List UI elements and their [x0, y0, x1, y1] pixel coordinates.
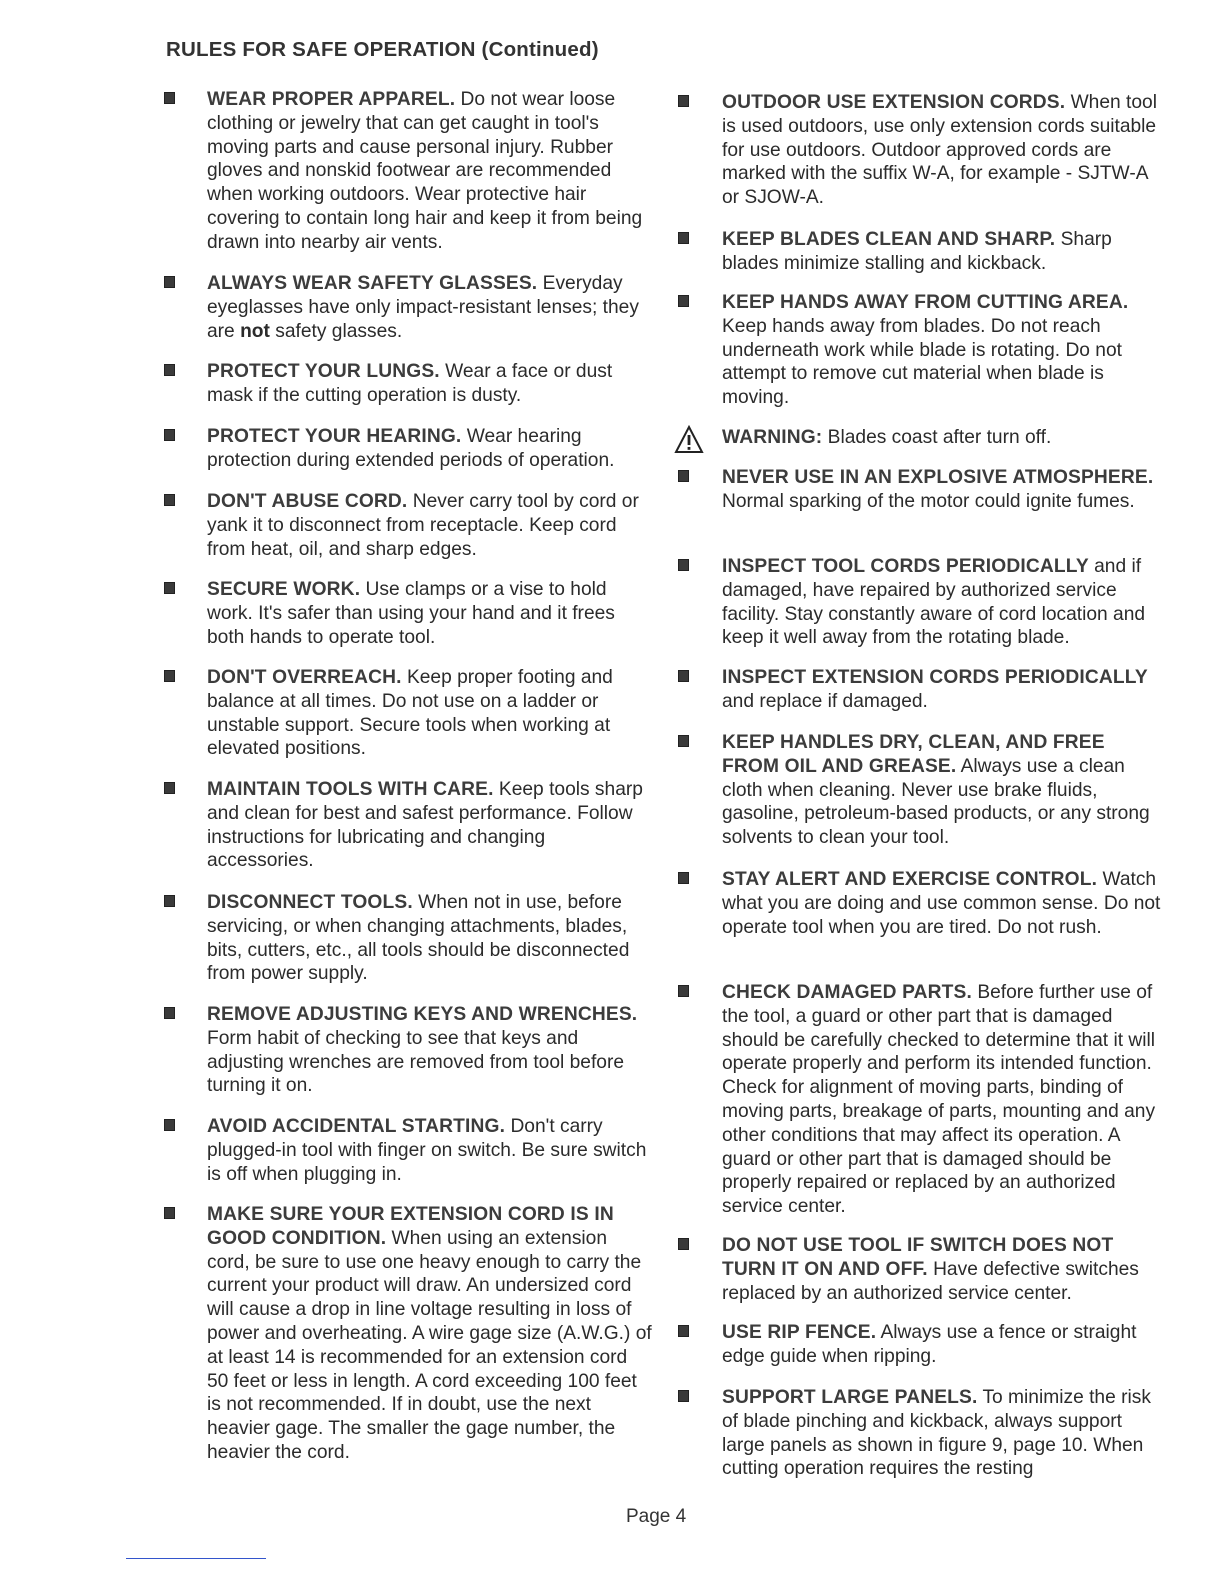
item-heading: SECURE WORK. [207, 579, 361, 600]
list-item [164, 1003, 652, 1098]
page-title: RULES FOR SAFE OPERATION (Continued) [166, 38, 599, 61]
item-body: Do not wear loose clothing or jewelry that can get caught in tool's moving parts and cause personal injury. Rubber gloves and nonskid footwear are recommended when working outdoors. Wear protective hair covering to contain long hair and keep it from being drawn into nearby air vents. [207, 89, 643, 253]
list-item [678, 466, 1166, 514]
item-heading: INSPECT EXTENSION CORDS PERIODICALLY [722, 667, 1148, 688]
list-item [164, 666, 652, 761]
list-item [678, 228, 1166, 276]
page-number: Page 4 [626, 1506, 687, 1527]
item-body: Keep tools sharp and clean for best and safest performance. Follow instructions for lubricating and changing accessories. [207, 779, 643, 872]
square-bullet-icon [678, 559, 689, 571]
item-body-after: safety glasses. [275, 320, 403, 342]
item-heading: STAY ALERT AND EXERCISE CONTROL. [722, 869, 1098, 890]
item-body: Always use a clean cloth when cleaning. Never use brake fluids, gasoline, petroleum-based products, or any strong solvents to clean your tool. [722, 755, 1150, 849]
item-body: Keep hands away from blades. Do not reach underneath work while blade is rotating. Do not attempt to remove cut material when blade is moving. [722, 315, 1122, 409]
list-item [164, 425, 652, 473]
item-body: Wear hearing protection during extended periods of operation. [207, 426, 615, 471]
item-heading: WARNING: [722, 427, 823, 448]
item-body: When using an extension cord, be sure to use one heavy enough to carry the current your product will draw. An undersized cord will cause a drop in line voltage resulting in loss of power and overheating. A wire gage size (A.W.G.) of at least 14 is recommended for an extension cord 50 feet or less in length. A cord exceeding 100 feet is not recommended. If in doubt, use the next heavier gage. The smaller the gage number, the heavier the cord. [207, 1227, 652, 1463]
list-item [678, 868, 1166, 939]
warning-triangle-icon [674, 425, 704, 455]
square-bullet-icon [164, 670, 175, 682]
list-item [164, 578, 652, 649]
square-bullet-icon [164, 276, 175, 288]
square-bullet-icon [678, 735, 689, 747]
square-bullet-icon [164, 494, 175, 506]
item-heading: PROTECT YOUR LUNGS. [207, 361, 440, 382]
square-bullet-icon [678, 95, 689, 107]
item-body: and if damaged, have repaired by authorized service facility. Stay constantly aware of cord location and keep it well away from the rotating blade. [722, 556, 1146, 649]
square-bullet-icon [164, 1207, 175, 1219]
item-body: Before further use of the tool, a guard or other part that is damaged should be carefully checked to determine that it will operate properly and perform its intended function. Check for alignment of moving parts, binding of moving parts, breakage of parts, mounting and any other conditions that may affect its operation. A guard or other part that is damaged should be properly repaired or replaced by an authorized service center. [722, 982, 1156, 1218]
item-heading: OUTDOOR USE EXTENSION CORDS. [722, 92, 1066, 113]
list-item [164, 891, 652, 986]
item-heading: KEEP BLADES CLEAN AND SHARP. [722, 229, 1056, 250]
list-item [164, 490, 652, 561]
item-body: Form habit of checking to see that keys and adjusting wrenches are removed from tool before turning it on. [207, 1027, 625, 1097]
item-heading: MAINTAIN TOOLS WITH CARE. [207, 779, 494, 800]
item-heading: DISCONNECT TOOLS. [207, 892, 413, 913]
square-bullet-icon [164, 582, 175, 594]
list-item [164, 360, 652, 408]
list-item [164, 272, 652, 343]
list-item [678, 666, 1166, 714]
item-body: Have defective switches replaced by an authorized service center. [722, 1258, 1139, 1304]
square-bullet-icon [678, 470, 689, 482]
square-bullet-icon [678, 295, 689, 307]
square-bullet-icon [678, 1390, 689, 1402]
square-bullet-icon [678, 1238, 689, 1250]
square-bullet-icon [164, 782, 175, 794]
item-heading: CHECK DAMAGED PARTS. [722, 982, 972, 1003]
item-heading: USE RIP FENCE. [722, 1322, 877, 1343]
item-body: When tool is used outdoors, use only extension cords suitable for use outdoors. Outdoor approved cords are marked with the suffix W-A, for example - SJTW-A or SJOW-A. [722, 92, 1157, 209]
square-bullet-icon [164, 364, 175, 376]
square-bullet-icon [164, 1007, 175, 1019]
item-body: Always use a fence or straight edge guide when ripping. [722, 1322, 1137, 1367]
item-body: Use clamps or a vise to hold work. It's safer than using your hand and it frees both hands to operate tool. [207, 579, 615, 648]
list-item [164, 88, 652, 255]
item-heading: MAKE SURE YOUR EXTENSION CORD IS IN GOOD CONDITION. [207, 1204, 614, 1249]
item-emphasis: not [240, 320, 270, 342]
item-body: Never carry tool by cord or yank it to disconnect from receptacle. Keep cord from heat, oil, and sharp edges. [207, 491, 639, 560]
item-body: Normal sparking of the motor could ignite fumes. [722, 490, 1135, 512]
item-heading: DON'T OVERREACH. [207, 667, 402, 688]
square-bullet-icon [164, 1119, 175, 1131]
item-heading: WEAR PROPER APPAREL. [207, 89, 456, 110]
item-body: and replace if damaged. [722, 690, 928, 712]
footer-rule [126, 1558, 266, 1559]
item-body: Keep proper footing and balance at all times. Do not use on a ladder or unstable support. Secure tools when working at elevated positions. [207, 667, 613, 760]
item-heading: DON'T ABUSE CORD. [207, 491, 408, 512]
list-item [678, 1234, 1166, 1305]
list-item [164, 1203, 652, 1465]
item-heading: AVOID ACCIDENTAL STARTING. [207, 1116, 506, 1137]
square-bullet-icon [164, 429, 175, 441]
list-item [678, 291, 1166, 410]
item-body: Everyday eyeglasses have only impact-resistant lenses; they are [207, 273, 639, 342]
item-heading: DO NOT USE TOOL IF SWITCH DOES NOT TURN IT ON AND OFF. [722, 1235, 1114, 1280]
item-heading: KEEP HANDS AWAY FROM CUTTING AREA. [722, 292, 1129, 313]
list-item [678, 91, 1166, 210]
list-item [678, 731, 1166, 850]
item-heading: ALWAYS WEAR SAFETY GLASSES. [207, 273, 538, 294]
item-body: Blades coast after turn off. [827, 427, 1052, 448]
list-item [164, 778, 652, 873]
item-heading: NEVER USE IN AN EXPLOSIVE ATMOSPHERE. [722, 467, 1154, 488]
item-body: Wear a face or dust mask if the cutting operation is dusty. [207, 361, 613, 406]
item-body: Watch what you are doing and use common sense. Do not operate tool when you are tired. Do not rush. [722, 869, 1161, 938]
item-heading: PROTECT YOUR HEARING. [207, 426, 462, 447]
list-item [164, 1115, 652, 1186]
item-body: Don't carry plugged-in tool with finger on switch. Be sure switch is off when plugging in. [207, 1116, 647, 1185]
square-bullet-icon [678, 232, 689, 244]
square-bullet-icon [678, 872, 689, 884]
item-heading: KEEP HANDLES DRY, CLEAN, AND FREE FROM OIL AND GREASE. [722, 732, 1105, 777]
item-body: When not in use, before servicing, or when changing attachments, blades, bits, cutters, etc., all tools should be disconnected from power supply. [207, 892, 630, 985]
item-body: To minimize the risk of blade pinching and kickback, always support large panels as shown in figure 9, page 10. When cutting operation requires the resting [722, 1387, 1151, 1480]
list-item [678, 1386, 1166, 1481]
square-bullet-icon [678, 670, 689, 682]
item-heading: INSPECT TOOL CORDS PERIODICALLY [722, 556, 1089, 577]
item-heading: REMOVE ADJUSTING KEYS AND WRENCHES. [207, 1004, 638, 1025]
list-item [678, 1321, 1166, 1369]
item-heading: SUPPORT LARGE PANELS. [722, 1387, 978, 1408]
square-bullet-icon [164, 92, 175, 104]
list-item [678, 981, 1166, 1219]
item-body: Sharp blades minimize stalling and kickback. [722, 229, 1112, 274]
square-bullet-icon [164, 895, 175, 907]
list-item [678, 555, 1166, 650]
square-bullet-icon [678, 985, 689, 997]
warning-note [678, 426, 1166, 450]
square-bullet-icon [678, 1325, 689, 1337]
